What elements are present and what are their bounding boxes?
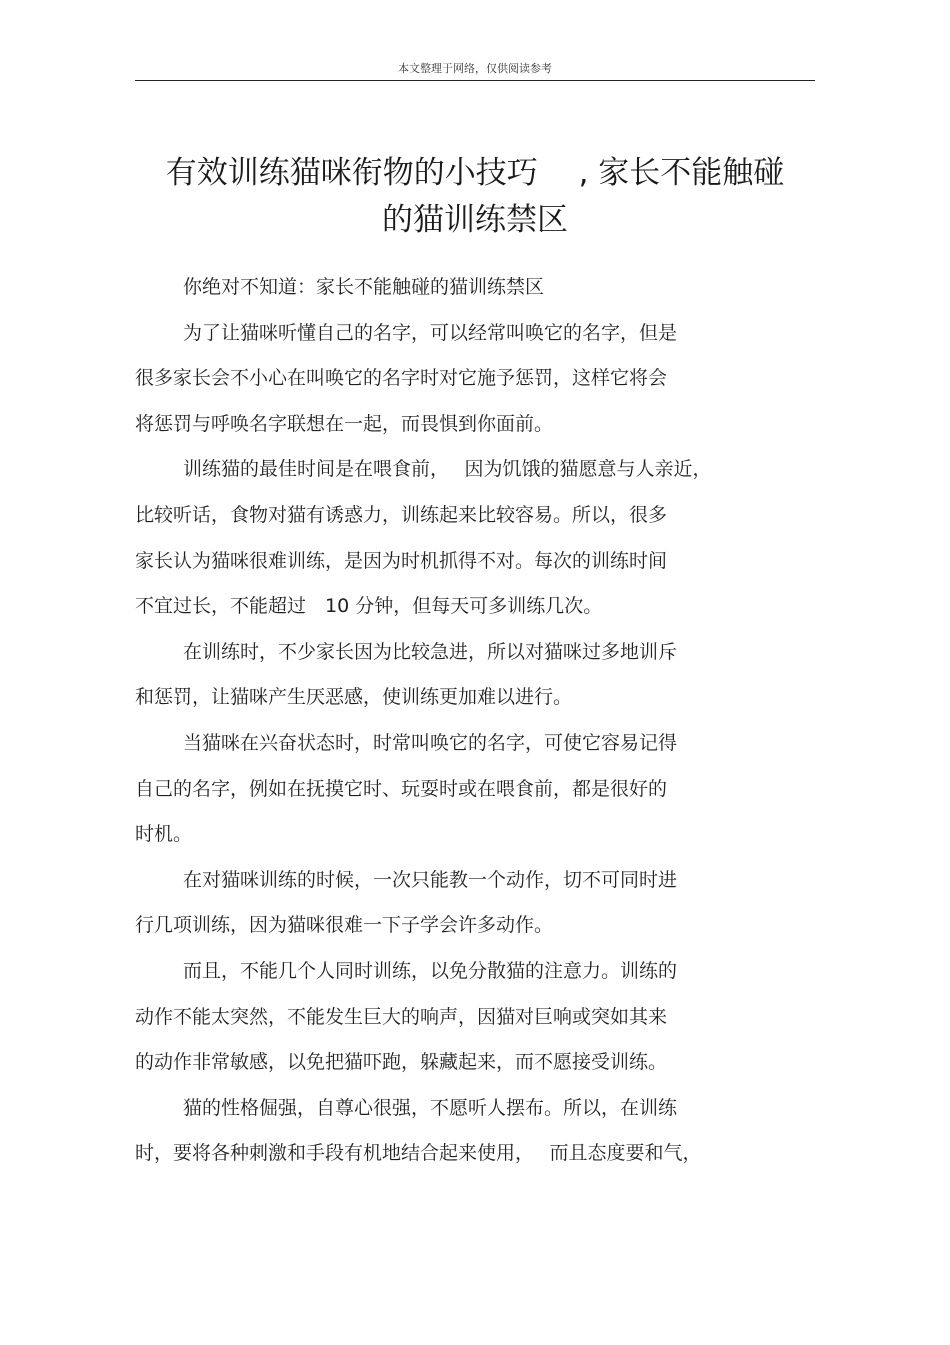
paragraph-2 <box>135 311 795 448</box>
paragraph-5 <box>135 721 795 858</box>
article-body <box>135 265 795 1177</box>
text-line: 自己的名字，例如在抚摸它时、玩耍时或在喂食前，都是很好的 <box>135 777 668 800</box>
title-line-2: 的猫训练禁区 <box>382 202 568 238</box>
text-line: 行几项训练，因为猫咪很难一下子学会许多动作。 <box>135 914 554 937</box>
text-line: 当猫咪在兴奋状态时，时常叫唤它的名字，可使它容易记得 <box>183 731 678 754</box>
paragraph-7 <box>135 949 795 1086</box>
header-divider <box>135 80 815 81</box>
text-line: 的动作非常敏感，以免把猫吓跑，躲藏起来，而不愿接受训练。 <box>135 1051 668 1074</box>
page-header: 本文整理于网络，仅供阅读参考 <box>398 62 552 75</box>
text-line: 在对猫咪训练的时候，一次只能教一个动作，切不可同时进 <box>183 868 678 891</box>
text-line: 而且，不能几个人同时训练，以免分散猫的注意力。训练的 <box>183 959 678 982</box>
text-line: 在训练时，不少家长因为比较急进，所以对猫咪过多地训斥 <box>183 640 678 663</box>
text-line: 和惩罚，让猫咪产生厌恶感，使训练更加难以进行。 <box>135 686 573 709</box>
text-line: 比较听话，食物对猫有诱惑力，训练起来比较容易。所以，很多 <box>135 503 668 526</box>
text-line: 很多家长会不小心在叫唤它的名字时对它施予惩罚，这样它将会 <box>135 367 668 390</box>
text-line: 家长认为猫咪很难训练，是因为时机抓得不对。每次的训练时间 <box>135 549 668 572</box>
text-line: 训练猫的最佳时间是在喂食前， 因为饥饿的猫愿意与人亲近， <box>183 458 712 481</box>
article-title <box>135 150 815 244</box>
text-line: 时机。 <box>135 823 193 846</box>
paragraph-8 <box>135 1086 795 1177</box>
text-line: 时，要将各种刺激和手段有机地结合起来使用， 而且态度要和气， <box>135 1142 702 1165</box>
paragraph-3 <box>135 447 795 629</box>
text-line: 动作不能太突然，不能发生巨大的响声，因猫对巨响或突如其来 <box>135 1005 668 1028</box>
paragraph-1 <box>135 265 795 311</box>
text-line: 你绝对不知道：家长不能触碰的猫训练禁区 <box>183 276 545 298</box>
paragraph-6 <box>135 858 795 949</box>
text-line: 不宜过长，不能超过 10 分钟，但每天可多训练几次。 <box>135 595 603 618</box>
paragraph-4 <box>135 630 795 721</box>
text-line: 将惩罚与呼唤名字联想在一起，而畏惧到你面前。 <box>135 412 554 435</box>
text-line: 为了让猫咪听懂自己的名字，可以经常叫唤它的名字，但是 <box>183 321 678 344</box>
text-line: 猫的性格倔强，自尊心很强，不愿听人摆布。所以，在训练 <box>183 1096 678 1119</box>
title-line-1: 有效训练猫咪衔物的小技巧 , 家长不能触碰 <box>165 155 785 191</box>
